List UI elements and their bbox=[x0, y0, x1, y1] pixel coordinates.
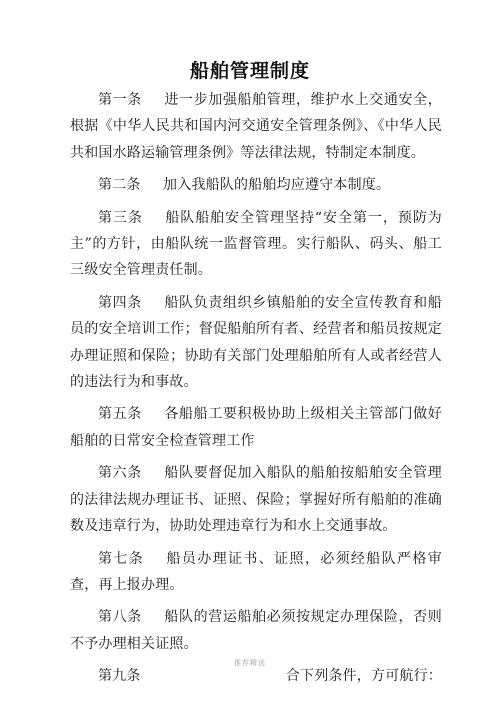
article-6 bbox=[70, 460, 442, 539]
article-text: 合下列条件，方可航行： bbox=[285, 668, 442, 685]
article-1 bbox=[70, 87, 442, 166]
article-text: 各船船工要积极协助上级相关主管部门做好船舶的日常安全检查管理工作 bbox=[70, 406, 442, 449]
article-text: 加入我船队的船舶均应遵守本制度。 bbox=[163, 177, 391, 194]
article-number: 第三条 bbox=[98, 209, 143, 226]
article-text: 船队船舶安全管理坚持“安全第一，预防为主”的方针，由船队统一监督管理。实行船队、码头、船工三级安全管理责任制。 bbox=[70, 209, 442, 279]
article-3 bbox=[70, 205, 442, 284]
article-number: 第六条 bbox=[98, 465, 142, 482]
article-text: 船队负责组织乡镇船舶的安全宣传教育和船员的安全培训工作；督促船舶所有者、经营者和船员按规定办理证照和保险；协助有关部门处理船舶所有人或者经营人的违法行为和事故。 bbox=[70, 294, 442, 391]
article-8 bbox=[70, 604, 442, 657]
article-number: 第九条 bbox=[98, 668, 141, 685]
article-number: 第八条 bbox=[98, 609, 142, 626]
article-number: 第二条 bbox=[98, 177, 141, 194]
article-text: 进一步加强船舶管理，维护水上交通安全，根据《中华人民共和国内河交通安全管理条例》、《中华人民共和国水路运输管理条例》等法律法规，特制定本制度。 bbox=[70, 92, 442, 161]
article-text: 船队的营运船舶必须按规定办理保险，否则不予办理相关证照。 bbox=[70, 609, 442, 652]
article-number: 第五条 bbox=[98, 406, 142, 423]
article-text: 船队要督促加入船队的船舶按船舶安全管理的法律法规办理证书、证照、保险；掌握好所有船舶的准确数及违章行为，协助处理违章行为和水上交通事故。 bbox=[70, 465, 442, 535]
article-number: 第一条 bbox=[98, 92, 142, 108]
article-text: 船员办理证书、证照，必须经船队严格审查，再上报办理。 bbox=[70, 550, 442, 593]
article-2 bbox=[70, 172, 442, 198]
page-footer: 推荐精选 bbox=[234, 659, 266, 667]
article-number: 第七条 bbox=[98, 550, 145, 567]
document-title: 船舶管理制度 bbox=[189, 60, 310, 82]
article-list bbox=[70, 87, 442, 696]
article-number: 第四条 bbox=[98, 294, 142, 311]
article-5 bbox=[70, 401, 442, 454]
article-7 bbox=[70, 546, 442, 599]
article-4 bbox=[70, 290, 442, 396]
